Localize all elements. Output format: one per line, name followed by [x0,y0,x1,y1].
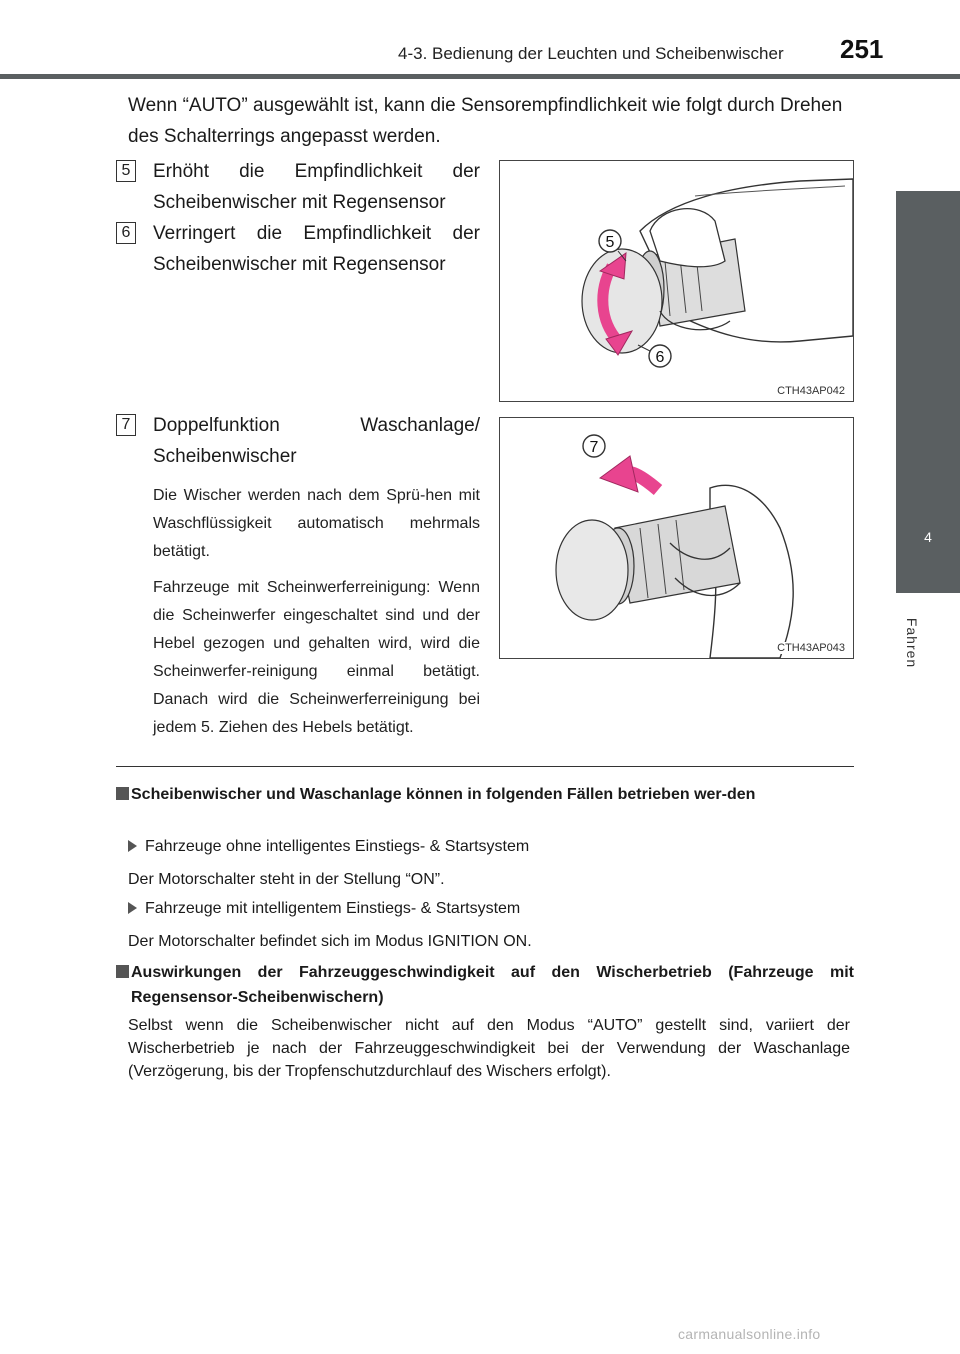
wiper-pull-illustration [500,418,853,658]
page-number: 251 [840,34,884,64]
item-text: Erhöht die Empfindlichkeit der Scheibenwischer mit Regensensor [153,161,480,213]
chapter-tab [896,191,960,593]
chapter-label [900,608,924,678]
callout-5: 5 [605,234,615,251]
bullet-text: Fahrzeuge mit intelligentem Einstiegs- & Startsystem [145,900,521,917]
note-bullet-1 [128,836,529,858]
wiper-ring-illustration [500,161,853,401]
triangle-bullet-icon [128,840,137,852]
item-description-1: Die Wischer werden nach dem Sprü-hen mit Waschflüssigkeit automatisch mehrmals betätigt. [153,487,480,560]
chapter-number: 4 [924,529,932,545]
figure-wiper-ring [499,160,854,402]
item-badge: 5 [116,160,136,182]
item-5 [116,156,480,218]
section-divider [116,766,854,767]
note-heading-2 [116,960,854,1010]
square-bullet-icon [116,965,129,978]
figure-caption: CTH43AP042 [777,385,845,397]
bullet-text: Fahrzeuge ohne intelligentes Einstiegs- & Startsystem [145,838,530,855]
header-rule [0,74,960,79]
note-heading-text: Scheibenwischer und Waschanlage können in folgenden Fällen betrieben wer-den [131,786,756,803]
watermark: carmanualsonline.info [678,1326,821,1342]
note-paragraph-2: Der Motorschalter befindet sich im Modus IGNITION ON. [128,933,532,950]
chapter-label-text: Fahren [904,617,920,669]
item-7 [116,410,480,750]
note-paragraph-1: Der Motorschalter steht in der Stellung “ON”. [128,871,445,888]
note-paragraph-3: Selbst wenn die Scheibenwischer nicht auf den Modus “AUTO” gestellt sind, variiert der Wischerbetrieb je nach der Fahrzeuggeschwindigkeit bei der Verwendung der Waschanlage (Verzögerung, bis der Tropfenschutzdurchlauf des Wischers erfolgt). [128,1017,850,1080]
note-heading-1 [116,782,854,807]
callout-7: 7 [589,439,599,456]
item-badge: 6 [116,222,136,244]
item-text: Doppelfunktion Waschanlage/ Scheibenwischer [153,415,480,467]
note-heading-text: Auswirkungen der Fahrzeuggeschwindigkeit auf den Wischerbetrieb (Fahrzeuge mit Regensensor-Scheibenwischern) [131,964,854,1006]
item-badge: 7 [116,414,136,436]
item-description [153,482,480,742]
figure-wiper-pull [499,417,854,659]
header-title: 4-3. Bedienung der Leuchten und Scheibenwischer [398,44,784,63]
figure-caption: CTH43AP043 [777,642,845,654]
intro-paragraph: Wenn “AUTO” ausgewählt ist, kann die Sensorempfindlichkeit wie folgt durch Drehen des Schalterrings angepasst werden. [128,95,843,147]
item-description-2: Fahrzeuge mit Scheinwerferreinigung: Wenn die Scheinwerfer eingeschaltet sind und der Hebel gezogen und gehalten wird, wird die Scheinwerfer-reinigung einmal betätigt. Danach wird die Scheinwerferreinigung bei jedem 5. Ziehen des Hebels betätigt. [153,579,480,736]
item-text: Verringert die Empfindlichkeit der Scheibenwischer mit Regensensor [153,223,480,275]
square-bullet-icon [116,787,129,800]
item-6 [116,218,480,280]
triangle-bullet-icon [128,902,137,914]
note-bullet-2 [128,898,520,920]
callout-6: 6 [655,349,665,366]
